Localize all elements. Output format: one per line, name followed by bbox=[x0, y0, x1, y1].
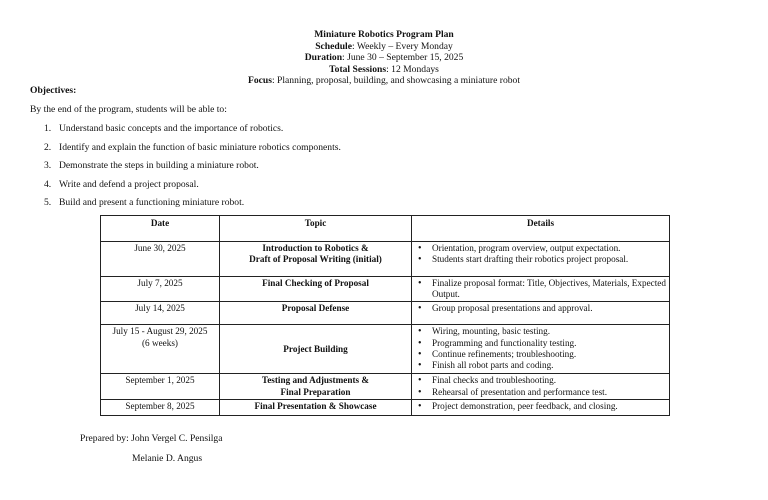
objective-item: 1. Understand basic concepts and the importance of robotics. bbox=[44, 123, 284, 134]
topic-cell: Introduction to Robotics & Draft of Proposal Writing (initial) bbox=[220, 242, 412, 277]
detail-item: • Project demonstration, peer feedback, and closing. bbox=[432, 401, 666, 412]
date-cell: July 14, 2025 bbox=[101, 302, 220, 325]
details-cell bbox=[412, 399, 670, 415]
duration-line: Duration: June 30 – September 15, 2025 bbox=[304, 52, 464, 64]
topic-cell: Proposal Defense bbox=[220, 302, 412, 325]
objectives-list bbox=[44, 123, 341, 216]
detail-item: • Final checks and troubleshooting. bbox=[432, 375, 666, 386]
objectives-heading: Objectives: bbox=[30, 85, 77, 96]
objective-item: 4. Write and defend a project proposal. bbox=[44, 178, 199, 190]
topic-cell: Testing and Adjustments & Final Preparation bbox=[220, 374, 412, 399]
objectives-intro: By the end of the program, students will be able to: bbox=[30, 104, 227, 115]
table-header-row bbox=[101, 216, 670, 242]
table-row bbox=[101, 242, 670, 277]
topic-cell: Project Building bbox=[220, 325, 412, 374]
detail-item: • Students start drafting their robotics project proposal. bbox=[432, 254, 666, 265]
details-cell bbox=[412, 242, 670, 277]
date-cell: June 30, 2025 bbox=[101, 242, 220, 277]
detail-item: • Group proposal presentations and approval. bbox=[432, 303, 666, 314]
table-row bbox=[101, 399, 670, 415]
second-preparer: Melanie D. Angus bbox=[132, 453, 203, 464]
details-column-header: Details bbox=[412, 216, 670, 242]
table-row bbox=[101, 302, 670, 325]
table-row bbox=[101, 325, 670, 374]
date-cell: September 1, 2025 bbox=[101, 374, 220, 399]
document-title: Miniature Robotics Program Plan bbox=[314, 29, 454, 40]
date-cell: September 8, 2025 bbox=[101, 399, 220, 415]
objective-item: 5. Build and present a functioning miniature robot. bbox=[44, 197, 245, 209]
detail-item: • Finish all robot parts and coding. bbox=[432, 360, 666, 371]
details-cell bbox=[412, 302, 670, 325]
schedule-line: Schedule: Weekly – Every Monday bbox=[315, 40, 453, 52]
objective-item: 2. Identify and explain the function of basic miniature robotics components. bbox=[44, 141, 341, 153]
schedule-table bbox=[100, 215, 670, 416]
detail-item: • Programming and functionality testing. bbox=[432, 338, 666, 349]
table-row bbox=[101, 277, 670, 302]
document-header bbox=[0, 29, 768, 87]
focus-line: Focus: Planning, proposal, building, and showcasing a miniature robot bbox=[247, 75, 521, 87]
topic-cell: Final Checking of Proposal bbox=[220, 277, 412, 302]
details-cell bbox=[412, 277, 670, 302]
date-column-header: Date bbox=[101, 216, 220, 242]
topic-column-header: Topic bbox=[220, 216, 412, 242]
date-cell: July 7, 2025 bbox=[101, 277, 220, 302]
details-cell bbox=[412, 325, 670, 374]
sessions-line: Total Sessions: 12 Mondays bbox=[329, 63, 439, 75]
detail-item: • Wiring, mounting, basic testing. bbox=[432, 326, 666, 337]
detail-item: • Finalize proposal format: Title, Objectives, Materials, Expected Output. bbox=[432, 278, 666, 300]
prepared-by: Prepared by: John Vergel C. Pensilga bbox=[80, 433, 223, 444]
table-row bbox=[101, 374, 670, 399]
topic-cell: Final Presentation & Showcase bbox=[220, 399, 412, 415]
details-cell bbox=[412, 374, 670, 399]
detail-item: • Rehearsal of presentation and performance test. bbox=[432, 387, 666, 398]
date-cell: July 15 - August 29, 2025 (6 weeks) bbox=[101, 325, 220, 374]
objective-item: 3. Demonstrate the steps in building a miniature robot. bbox=[44, 160, 259, 172]
detail-item: • Continue refinements; troubleshooting. bbox=[432, 349, 666, 360]
detail-item: • Orientation, program overview, output expectation. bbox=[432, 243, 666, 254]
